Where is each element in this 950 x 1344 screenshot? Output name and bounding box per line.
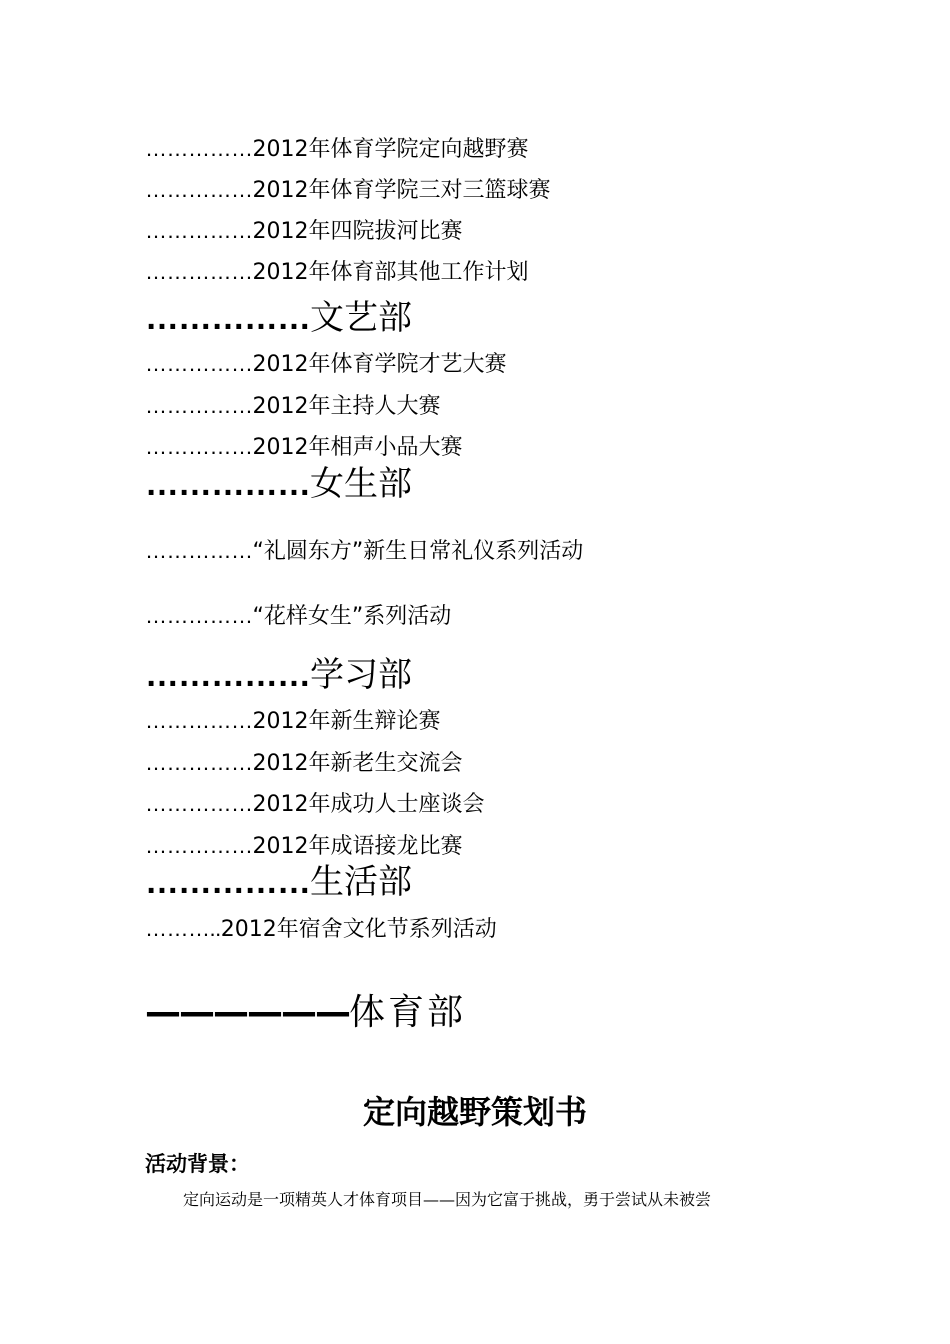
body-paragraph: 定向运动是一项精英人才体育项目——因为它富于挑战，勇于尝试从未被尝: [183, 1190, 712, 1209]
leader-dots: ……………: [145, 136, 253, 161]
department-heading-text: 学习部: [310, 655, 412, 695]
toc-department-heading: [145, 462, 412, 506]
leader-dots: ……………: [145, 259, 253, 284]
leader-dots: ……………: [145, 434, 253, 459]
leader-dots: ………..: [145, 916, 221, 941]
toc-entry: [145, 749, 463, 778]
toc-entry-text: 2012年体育学院三对三篮球赛: [252, 178, 551, 203]
document-title: 定向越野策划书: [362, 1093, 587, 1131]
dash-line: ——————: [145, 992, 349, 1033]
toc-entry: [145, 217, 463, 246]
toc-entry-text: 2012年成语接龙比赛: [252, 834, 463, 859]
toc-entry-text: 2012年宿舍文化节系列活动: [220, 917, 497, 942]
toc-entry: [145, 135, 529, 164]
leader-dots: ……………: [145, 833, 253, 858]
toc-entry: [145, 350, 507, 379]
leader-dots: ……………: [145, 538, 253, 563]
toc-department-heading: [145, 653, 412, 697]
toc-entry: [145, 392, 441, 421]
toc-entry: [145, 258, 529, 287]
department-subtitle: [145, 991, 466, 1035]
toc-entry-text: 2012年新生辩论赛: [252, 709, 441, 734]
toc-entry: [145, 176, 551, 205]
department-name: 体育部: [349, 992, 467, 1033]
leader-dots: ……………: [145, 218, 253, 243]
leader-dots: ……………: [145, 351, 253, 376]
toc-entry: [145, 707, 441, 736]
toc-department-heading: [145, 296, 412, 340]
leader-dots: ……………: [145, 393, 253, 418]
leader-dots: ……………: [145, 656, 310, 694]
toc-entry: [145, 790, 485, 819]
toc-entry-text: 2012年新老生交流会: [252, 751, 463, 776]
toc-department-heading: [145, 860, 412, 904]
leader-dots: ……………: [145, 791, 253, 816]
department-heading-text: 女生部: [310, 464, 412, 504]
toc-entry: [145, 433, 463, 462]
toc-entry-text: 2012年成功人士座谈会: [252, 792, 485, 817]
leader-dots: ……………: [145, 299, 310, 337]
leader-dots: ……………: [145, 750, 253, 775]
toc-entry-text: 2012年主持人大赛: [252, 394, 441, 419]
leader-dots: ……………: [145, 603, 253, 628]
toc-entry: [145, 602, 451, 631]
department-heading-text: 文艺部: [310, 298, 412, 338]
leader-dots: ……………: [145, 708, 253, 733]
toc-entry-text: 2012年四院拔河比赛: [252, 219, 463, 244]
department-heading-text: 生活部: [310, 862, 412, 902]
leader-dots: ……………: [145, 465, 310, 503]
toc-entry-text: “礼圆东方”新生日常礼仪系列活动: [252, 539, 584, 564]
toc-entry-text: 2012年体育学院才艺大赛: [252, 352, 507, 377]
toc-entry: [145, 832, 463, 861]
toc-entry-text: 2012年相声小品大赛: [252, 435, 463, 460]
toc-entry-text: 2012年体育学院定向越野赛: [252, 137, 529, 162]
toc-entry: [145, 537, 583, 566]
toc-entry-text: 2012年体育部其他工作计划: [252, 260, 529, 285]
section-label: 活动背景：: [145, 1152, 250, 1176]
toc-entry-text: “花样女生”系列活动: [252, 604, 452, 629]
leader-dots: ……………: [145, 863, 310, 901]
toc-entry: [145, 915, 497, 944]
leader-dots: ……………: [145, 177, 253, 202]
